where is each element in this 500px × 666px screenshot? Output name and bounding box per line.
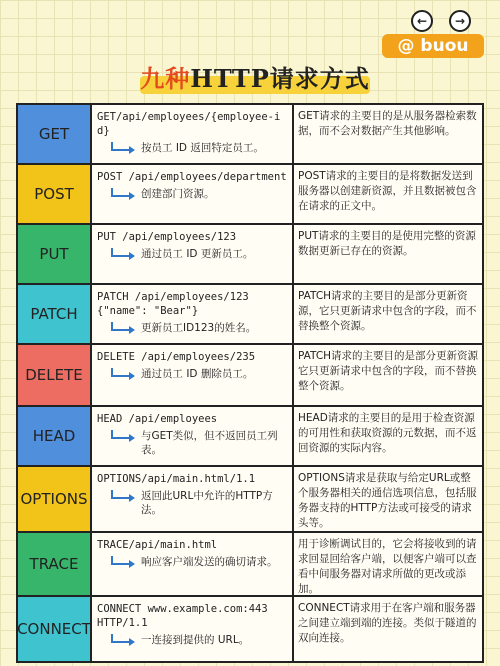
elbow-arrow-icon xyxy=(111,430,135,442)
request-line: OPTIONS/api/main.html/1.1 xyxy=(97,473,256,485)
request-line: PATCH /api/employees/123 {"name": "Bear"} xyxy=(97,291,249,317)
http-methods-table xyxy=(16,103,484,663)
request-line: PUT /api/employees/123 xyxy=(97,231,237,243)
method-label: PATCH xyxy=(18,285,92,343)
example-note: 更新员工ID123的姓名。 xyxy=(141,322,257,334)
title-text xyxy=(120,62,390,96)
example-note: 响应客户端发送的确切请求。 xyxy=(141,556,278,568)
note-line xyxy=(97,633,288,647)
example-note: 通过员工 ID 删除员工。 xyxy=(141,368,254,380)
request-line: CONNECT www.example.com:443 HTTP/1.1 xyxy=(97,603,268,629)
elbow-arrow-icon xyxy=(111,142,135,154)
page-title xyxy=(120,62,390,96)
table-row xyxy=(18,345,482,407)
method-description: 用于诊断调试目的，它会将接收到的请求回显回给客户端，以便客户端可以查看中间服务器对请求所做的更改或添加。 xyxy=(298,538,477,595)
example-note: 创建部门资源。 xyxy=(141,188,215,200)
method-label: HEAD xyxy=(18,407,92,465)
example-note: 与GET类似，但不返回员工列表。 xyxy=(141,430,278,456)
elbow-arrow-icon xyxy=(111,188,135,200)
example-cell xyxy=(92,407,294,465)
method-label: CONNECT xyxy=(18,597,92,661)
request-line: DELETE /api/employees/235 xyxy=(97,351,256,363)
note-line xyxy=(97,247,288,261)
example-note: 通过员工 ID 更新员工。 xyxy=(141,248,254,260)
method-description: OPTIONS请求是获取与给定URL或整个服务器相关的通信选项信息，包括服务器支持的HTTP方法或可接受的请求头等。 xyxy=(298,472,477,529)
method-description: PATCH请求的主要目的是部分更新资源它只更新请求中包含的字段，而不替换整个资源。 xyxy=(298,350,479,392)
table-row xyxy=(18,407,482,467)
table-row xyxy=(18,225,482,285)
method-description: POST请求的主要目的是将数据发送到服务器以创建新资源，并且数据被包含在请求的正文中。 xyxy=(298,170,477,212)
note-line xyxy=(97,187,288,201)
method-label: POST xyxy=(18,165,92,223)
brand-tag: @ buou xyxy=(382,34,484,58)
note-line xyxy=(97,489,288,517)
note-line xyxy=(97,555,288,569)
example-note: 一连接到提供的 URL。 xyxy=(141,634,250,646)
elbow-arrow-icon xyxy=(111,248,135,260)
example-cell xyxy=(92,285,294,343)
method-description: GET请求的主要目的是从服务器检索数据，而不会对数据产生其他影响。 xyxy=(298,110,477,137)
note-line xyxy=(97,321,288,335)
request-line: GET/api/employees/{employee-id} xyxy=(97,111,281,137)
example-cell xyxy=(92,533,294,595)
method-description: CONNECT请求用于在客户端和服务器之间建立端到端的连接。类似于隧道的双向连接。 xyxy=(298,602,477,644)
request-line: POST /api/employees/department xyxy=(97,171,287,183)
method-label: PUT xyxy=(18,225,92,283)
method-label: TRACE xyxy=(18,533,92,595)
table-row xyxy=(18,285,482,345)
example-cell xyxy=(92,345,294,405)
note-line xyxy=(97,367,288,381)
elbow-arrow-icon xyxy=(111,368,135,380)
example-cell xyxy=(92,597,294,661)
note-line xyxy=(97,429,288,457)
elbow-arrow-icon xyxy=(111,556,135,568)
note-line xyxy=(97,141,288,155)
table-row xyxy=(18,597,482,661)
method-label: OPTIONS xyxy=(18,467,92,531)
elbow-arrow-icon xyxy=(111,322,135,334)
example-cell xyxy=(92,467,294,531)
example-note: 返回此URL中允许的HTTP方法。 xyxy=(141,490,273,516)
method-description: HEAD请求的主要目的是用于检查资源的可用性和获取资源的元数据，而不返回资源的实际内容。 xyxy=(298,412,477,454)
table-row xyxy=(18,105,482,165)
table-row xyxy=(18,165,482,225)
next-arrow-icon[interactable]: → xyxy=(449,10,471,32)
elbow-arrow-icon xyxy=(111,490,135,502)
example-cell xyxy=(92,105,294,163)
elbow-arrow-icon xyxy=(111,634,135,646)
table-row xyxy=(18,467,482,533)
request-line: HEAD /api/employees xyxy=(97,413,218,425)
method-description: PUT请求的主要目的是使用完整的资源数据更新已存在的资源。 xyxy=(298,230,476,257)
method-label: GET xyxy=(18,105,92,163)
request-line: TRACE/api/main.html xyxy=(97,539,218,551)
title-rest: HTTP请求方式 xyxy=(190,64,370,93)
title-accent: 九种 xyxy=(140,64,191,93)
table-row xyxy=(18,533,482,597)
example-cell xyxy=(92,225,294,283)
example-cell xyxy=(92,165,294,223)
example-note: 按员工 ID 返回特定员工。 xyxy=(141,142,264,154)
method-label: DELETE xyxy=(18,345,92,405)
previous-arrow-icon[interactable]: ← xyxy=(411,10,433,32)
method-description: PATCH请求的主要目的是部分更新资源，它只更新请求中包含的字段，而不替换整个资源。 xyxy=(298,290,477,332)
